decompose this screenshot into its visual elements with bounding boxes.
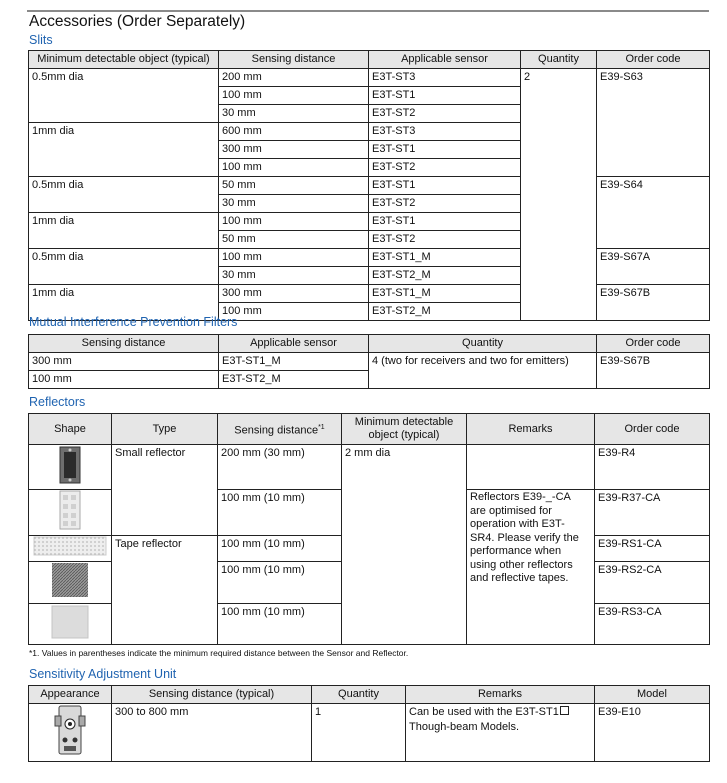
sensitivity-heading: Sensitivity Adjustment Unit (29, 667, 177, 681)
slit-distance: 30 mm (219, 267, 369, 285)
reflectors-heading: Reflectors (29, 395, 86, 409)
slit-distance: 30 mm (219, 195, 369, 213)
slit-sensor: E3T-ST2 (369, 159, 521, 177)
slit-distance: 100 mm (219, 213, 369, 231)
slit-sensor: E3T-ST1 (369, 87, 521, 105)
reflectors-header-distance (218, 414, 342, 445)
slits-header-object: Minimum detectable object (typical) (29, 51, 219, 69)
filters-header-sensor: Applicable sensor (219, 335, 369, 353)
table-row (29, 353, 710, 371)
footnote-mark: *1 (318, 423, 325, 431)
slits-header-distance: Sensing distance (219, 51, 369, 69)
reflectors-header-distance-label: Sensing distance (234, 424, 319, 437)
reflector-type: Small reflector (112, 445, 218, 536)
reflectors-footnote: *1. Values in parentheses indicate the minimum required distance between the Sensor and Reflector. (29, 648, 409, 658)
reflector-distance: 100 mm (10 mm) (218, 562, 342, 604)
slit-min-object: 1mm dia (29, 123, 219, 177)
rs3-tape-image (29, 604, 112, 645)
slit-distance: 30 mm (219, 105, 369, 123)
reflectors-header-min-object: Minimum detectable object (typical) (342, 414, 467, 445)
filter-distance: 100 mm (29, 371, 219, 389)
reflector-type: Tape reflector (112, 536, 218, 645)
sens-distance: 300 to 800 mm (112, 704, 312, 762)
slit-sensor: E3T-ST2_M (369, 267, 521, 285)
slit-min-object: 0.5mm dia (29, 249, 219, 285)
slit-min-object: 0.5mm dia (29, 177, 219, 213)
slit-distance: 100 mm (219, 87, 369, 105)
filters-heading: Mutual Interference Prevention Filters (29, 315, 238, 329)
table-row (29, 445, 710, 490)
slit-distance: 50 mm (219, 177, 369, 195)
slit-sensor: E3T-ST1 (369, 213, 521, 231)
slit-sensor: E3T-ST1 (369, 141, 521, 159)
filter-quantity: 4 (two for receivers and two for emitters) (369, 353, 597, 389)
checkbox-glyph-icon (560, 706, 569, 715)
reflectors-table (28, 413, 710, 645)
reflector-distance: 200 mm (30 mm) (218, 445, 342, 490)
slits-header-order-code: Order code (597, 51, 710, 69)
table-row (29, 177, 710, 195)
sens-header-quantity: Quantity (312, 686, 406, 704)
reflectors-header-type: Type (112, 414, 218, 445)
slit-sensor: E3T-ST1_M (369, 249, 521, 267)
sens-header-appearance: Appearance (29, 686, 112, 704)
remarks-empty (467, 445, 595, 490)
table-row (29, 249, 710, 267)
r37-reflector-image (29, 490, 112, 536)
slit-distance: 200 mm (219, 69, 369, 87)
small-reflector-image (29, 445, 112, 490)
slit-distance: 100 mm (219, 159, 369, 177)
sens-remarks-line1: Can be used with the E3T-ST1 (409, 706, 559, 718)
reflector-order-code: E39-R4 (595, 445, 710, 490)
slit-distance: 300 mm (219, 141, 369, 159)
slit-sensor: E3T-ST2_M (369, 303, 521, 321)
slit-sensor: E3T-ST3 (369, 123, 521, 141)
slits-heading: Slits (29, 33, 53, 47)
slits-header-quantity: Quantity (521, 51, 597, 69)
slits-header-sensor: Applicable sensor (369, 51, 521, 69)
reflectors-header-remarks: Remarks (467, 414, 595, 445)
slit-sensor: E3T-ST2 (369, 105, 521, 123)
filters-table (28, 334, 710, 389)
filter-distance: 300 mm (29, 353, 219, 371)
slit-min-object: 1mm dia (29, 213, 219, 249)
rs2-tape-image (29, 562, 112, 604)
slit-sensor: E3T-ST2 (369, 231, 521, 249)
rs1-tape-image (29, 536, 112, 562)
filters-header-quantity: Quantity (369, 335, 597, 353)
slit-distance: 100 mm (219, 249, 369, 267)
filters-header-order-code: Order code (597, 335, 710, 353)
reflector-distance: 100 mm (10 mm) (218, 604, 342, 645)
sens-quantity: 1 (312, 704, 406, 762)
slit-distance: 600 mm (219, 123, 369, 141)
sens-header-remarks: Remarks (406, 686, 595, 704)
reflector-distance: 100 mm (10 mm) (218, 536, 342, 562)
slit-quantity: 2 (521, 69, 597, 321)
reflector-order-code: E39-RS1-CA (595, 536, 710, 562)
table-row (29, 69, 710, 87)
slit-order-code: E39-S63 (597, 69, 710, 177)
filters-header-distance: Sensing distance (29, 335, 219, 353)
reflector-order-code: E39-R37-CA (595, 490, 710, 536)
sens-remarks (406, 704, 595, 762)
slit-order-code: E39-S64 (597, 177, 710, 249)
reflector-remarks: Reflectors E39-_-CA are optimised for operation with E3T-SR4. Please verify the performance when using other reflectors and reflective tapes. (467, 490, 595, 645)
table-row (29, 285, 710, 303)
slit-sensor: E3T-ST1 (369, 177, 521, 195)
top-rule (27, 10, 709, 12)
slits-table (28, 50, 710, 321)
page-title: Accessories (Order Separately) (29, 13, 246, 30)
filter-sensor: E3T-ST1_M (219, 353, 369, 371)
reflectors-header-order-code: Order code (595, 414, 710, 445)
slit-sensor: E3T-ST1_M (369, 285, 521, 303)
slit-order-code: E39-S67B (597, 285, 710, 321)
filter-order-code: E39-S67B (597, 353, 710, 389)
reflectors-header-shape: Shape (29, 414, 112, 445)
slit-sensor: E3T-ST2 (369, 195, 521, 213)
slit-sensor: E3T-ST3 (369, 69, 521, 87)
sens-header-model: Model (595, 686, 710, 704)
slit-distance: 300 mm (219, 285, 369, 303)
reflector-min-object: 2 mm dia (342, 445, 467, 645)
sens-header-distance: Sensing distance (typical) (112, 686, 312, 704)
reflector-order-code: E39-RS2-CA (595, 562, 710, 604)
sens-remarks-line2: Though-beam Models. (409, 721, 520, 733)
table-row (29, 704, 710, 762)
slit-min-object: 0.5mm dia (29, 69, 219, 123)
slit-order-code: E39-S67A (597, 249, 710, 285)
slit-distance: 50 mm (219, 231, 369, 249)
sens-model: E39-E10 (595, 704, 710, 762)
reflector-order-code: E39-RS3-CA (595, 604, 710, 645)
sensitivity-table (28, 685, 710, 762)
filter-sensor: E3T-ST2_M (219, 371, 369, 389)
adjustment-unit-image (29, 704, 112, 762)
reflector-distance: 100 mm (10 mm) (218, 490, 342, 536)
slit-min-object: 1mm dia (29, 285, 219, 321)
slit-distance: 100 mm (219, 303, 369, 321)
